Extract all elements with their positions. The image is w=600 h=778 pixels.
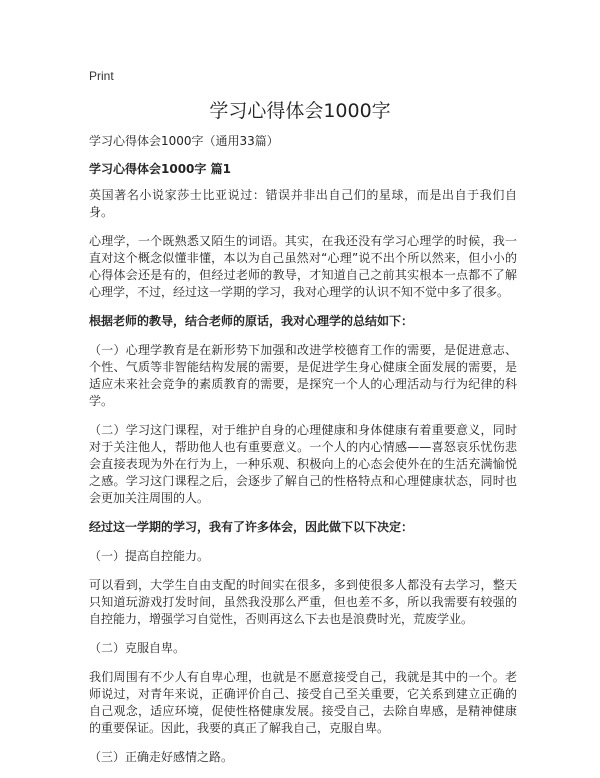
- article-body: [89, 133, 517, 778]
- decision-2-body: 我们周围有不少人有自卑心理，也就是不愿意接受自己，我就是其中的一个。老师说过，对青年来说，正确评价自己、接受自己至关重要，它关系到建立正确的自己观念，适应环境，促使性格健康发展。接受自己，去除自卑感，是精神健康的重要保证。因此，我要的真正了解我自己，克服自卑。: [89, 670, 517, 735]
- decision-1-title: （一）提高自控能力。: [89, 549, 210, 563]
- summary-heading: 根据老师的教导，结合老师的原话，我对心理学的总结如下：: [89, 314, 414, 328]
- section-heading: 学习心得体会1000字 篇1: [89, 162, 231, 176]
- paragraph-point-2: （二）学习这门课程，对于维护自身的心理健康和身体健康有着重要意义，同时对于关注他人，帮助他人也有重要意义。一个人的内心情感——喜怒哀乐忧伤悲会直接表现为外在行为上，一种乐观、积极向上的心态会使外在的生活充满愉悦之感。学习这门课程之后，会逐步了解自己的性格特点和心理健康状态，同时也会更加关注周围的人。: [89, 423, 517, 505]
- paragraph-intro: 心理学，一个既熟悉又陌生的词语。其实，在我还没有学习心理学的时候，我一直对这个概念似懂非懂，本以为自己虽然对“心理”说不出个所以然来，但小小的心得体会还是有的，但经过老师的教导，才知道自己之前其实根本一点都不了解心理学，不过，经过这一学期的学习，我对心理学的认识不知不觉中多了很多。: [89, 234, 517, 299]
- decisions-heading: 经过这一学期的学习，我有了许多体会，因此做下以下决定：: [89, 520, 414, 534]
- page-title: 学习心得体会1000字: [209, 100, 391, 122]
- paragraph-point-1: （一）心理学教育是在新形势下加强和改进学校德育工作的需要，是促进意志、个性、气质等非智能结构发展的需要，是促进学生身心健康全面发展的需要，是适应未来社会竞争的素质教育的需要，是探究一个人的心理活动与行为纪律的科学。: [89, 343, 517, 408]
- paragraph-quote: 英国著名小说家莎士比亚说过：错误并非出自己们的星球，而是出自于我们自身。: [89, 188, 517, 219]
- decision-3-title: （三）正确走好感情之路。: [89, 750, 234, 764]
- decision-1-body: 可以看到，大学生自由支配的时间实在很多，多到使很多人都没有去学习，整天只知道玩游戏打发时间，虽然我没那么严重，但也差不多，所以我需要有较强的自控能力，增强学习自觉性，否则再这么下去也是浪费时光，荒废学业。: [89, 578, 517, 626]
- decision-2-title: （二）克服自卑。: [89, 641, 186, 655]
- article-subtitle: 学习心得体会1000字（通用33篇）: [89, 134, 279, 148]
- print-link[interactable]: Print: [89, 69, 114, 83]
